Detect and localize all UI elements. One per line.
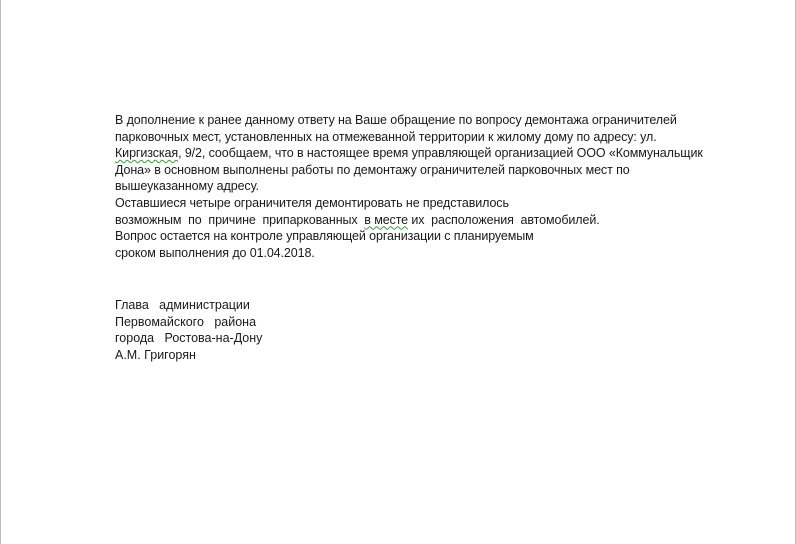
signature-name: А.М. Григорян [115,347,196,362]
body-line-7-end: их расположения автомобилей. [408,212,600,227]
body-line-7 [115,212,775,229]
street-name: Киргизская [115,146,179,161]
body-line-1: В дополнение к ранее данному ответу на Ваше обращение по вопросу демонтажа ограничителей [115,113,677,127]
body-line-2: парковочных мест, установленных на отмежеванной территории к жилому дому по адресу: ул. [115,129,657,144]
signature-block [115,297,262,363]
body-line-3-rest: , 9/2, сообщаем, что в настоящее время управляющей организацией ООО «Коммунальщик [178,146,703,161]
body-line-8: Вопрос остается на контроле управляющей организации с планируемым [115,229,534,244]
body-line-6: Оставшиеся четыре ограничителя демонтировать не представилось [115,195,509,210]
body-line-3 [115,145,775,162]
signature-line-3: города Ростова-на-Дону [115,331,263,346]
body-line-5: вышеуказанному адресу. [115,179,259,194]
letter-body [115,112,775,261]
body-line-7-start: возможным по причине припаркованных [115,212,365,227]
signature-line-2: Первомайского района [115,314,257,329]
place-phrase: в месте [364,212,409,227]
page-edge-left [0,0,1,544]
body-line-4: Дона» в основном выполнены работы по демонтажу ограничителей парковочных мест по [115,162,630,177]
body-line-9: сроком выполнения до 01.04.2018. [115,245,315,260]
signature-line-1: Глава администрации [115,298,250,312]
